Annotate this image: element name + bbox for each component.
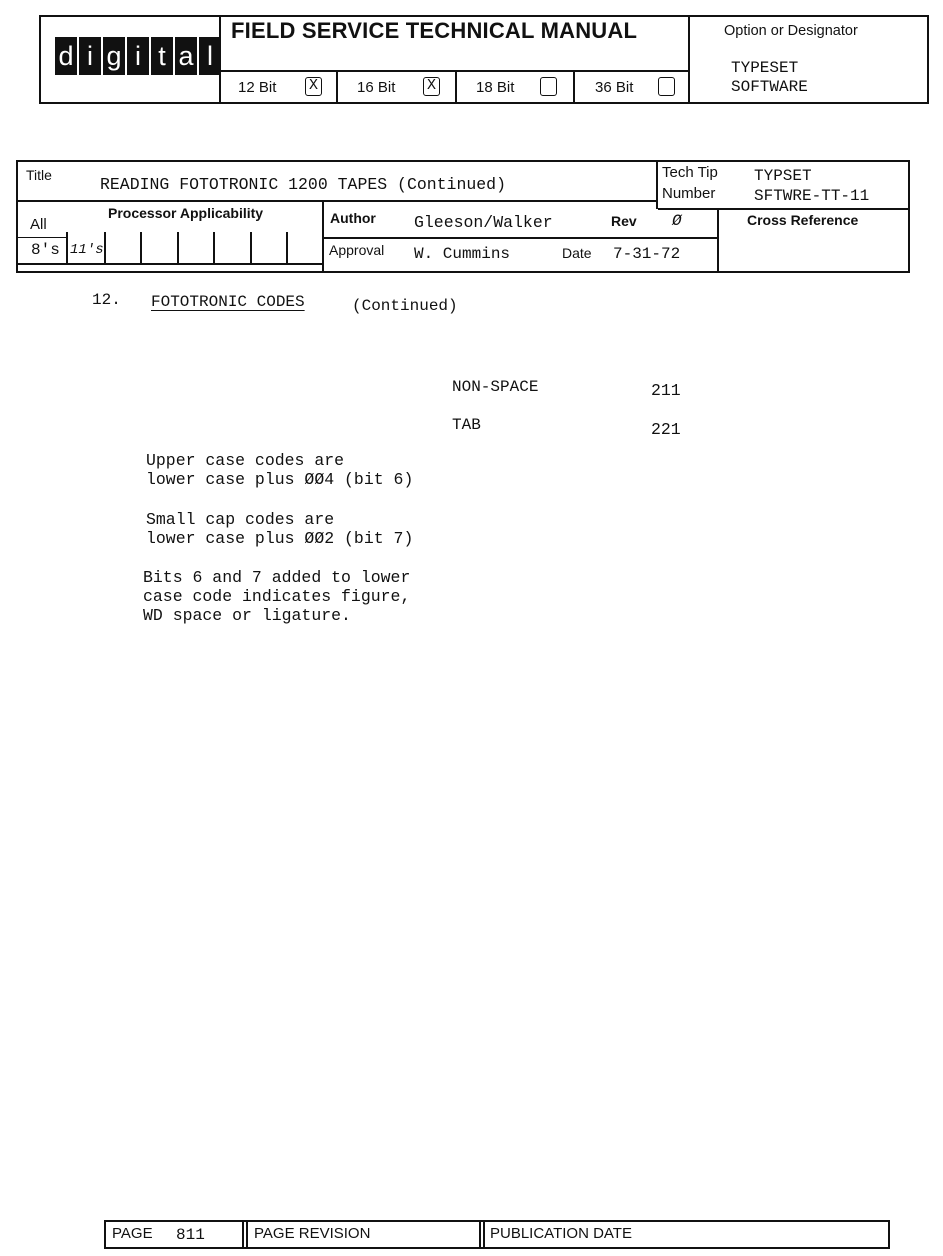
processor-cell-8s: 8's xyxy=(31,241,60,259)
date-label: Date xyxy=(562,245,592,261)
processor-cell-11s: 11's xyxy=(70,242,104,258)
header-divider xyxy=(573,70,575,104)
tech-tip-label-2: Number xyxy=(662,185,716,202)
processor-cell-divider xyxy=(140,232,142,264)
page-revision-label: PAGE REVISION xyxy=(254,1225,371,1242)
processor-cell-divider xyxy=(66,232,68,264)
title-label: Title xyxy=(26,167,52,183)
tech-tip-value-1: TYPSET xyxy=(754,167,812,185)
all-label: All xyxy=(30,216,47,233)
page-number: 811 xyxy=(176,1226,205,1244)
note-bits-6-7: Bits 6 and 7 added to lower case code indicates figure, WD space or ligature. xyxy=(143,568,411,625)
info-divider xyxy=(16,200,658,202)
cross-reference-label: Cross Reference xyxy=(747,212,859,228)
bit-option-16-label: 16 Bit xyxy=(357,79,396,96)
bit-option-12-checkbox[interactable]: X xyxy=(305,77,322,96)
code-name: TAB xyxy=(452,416,481,434)
note-small-cap: Small cap codes are lower case plus ØØ2 (bit 7) xyxy=(146,510,414,548)
logo-letter: a xyxy=(175,37,197,75)
header-divider xyxy=(455,70,457,104)
footer-divider xyxy=(479,1220,481,1249)
bit-option-16-checkbox[interactable]: X xyxy=(423,77,440,96)
author-value: Gleeson/Walker xyxy=(414,213,553,232)
info-divider xyxy=(656,160,658,209)
info-divider xyxy=(658,208,910,210)
logo-letter: g xyxy=(103,37,125,75)
designator-label: Option or Designator xyxy=(724,23,858,39)
tech-tip-value-2: SFTWRE-TT-11 xyxy=(754,187,870,205)
info-divider xyxy=(717,208,719,273)
publication-date-label: PUBLICATION DATE xyxy=(490,1225,632,1242)
footer-divider xyxy=(246,1220,248,1249)
note-upper-case: Upper case codes are lower case plus ØØ4 (bit 6) xyxy=(146,451,414,489)
footer-divider xyxy=(483,1220,485,1249)
author-label: Author xyxy=(330,210,376,226)
footer-divider xyxy=(242,1220,244,1249)
info-divider xyxy=(16,237,66,238)
info-divider xyxy=(322,237,718,239)
title-value: READING FOTOTRONIC 1200 TAPES (Continued) xyxy=(100,175,506,194)
code-value: 211 xyxy=(651,381,681,400)
bit-option-18-checkbox[interactable] xyxy=(540,77,557,96)
processor-cell-divider xyxy=(213,232,215,264)
logo-letter: d xyxy=(55,37,77,75)
header-divider xyxy=(336,70,338,104)
rev-value: Ø xyxy=(672,212,682,230)
page-label: PAGE xyxy=(112,1225,153,1242)
code-value: 221 xyxy=(651,420,681,439)
logo-letter: i xyxy=(127,37,149,75)
processor-cell-divider xyxy=(177,232,179,264)
tech-tip-label-1: Tech Tip xyxy=(662,164,718,181)
processor-cell-divider xyxy=(104,232,106,264)
manual-title: FIELD SERVICE TECHNICAL MANUAL xyxy=(231,18,638,43)
bit-option-36-checkbox[interactable] xyxy=(658,77,675,96)
logo-letter: i xyxy=(79,37,101,75)
bit-option-18-label: 18 Bit xyxy=(476,79,515,96)
bit-option-36-label: 36 Bit xyxy=(595,79,634,96)
info-divider xyxy=(16,263,322,265)
processor-cell-divider xyxy=(286,232,288,264)
code-name: NON-SPACE xyxy=(452,378,539,396)
rev-label: Rev xyxy=(611,213,637,229)
section-suffix: (Continued) xyxy=(352,297,458,315)
header-divider xyxy=(688,15,690,104)
header-divider xyxy=(219,70,689,72)
logo-letter: t xyxy=(151,37,173,75)
section-number: 12. xyxy=(92,291,121,309)
processor-cell-divider xyxy=(250,232,252,264)
designator-line-2: SOFTWARE xyxy=(731,78,808,96)
approval-value: W. Cummins xyxy=(414,245,511,263)
processor-applicability-label: Processor Applicability xyxy=(108,205,264,221)
date-value: 7-31-72 xyxy=(613,245,681,263)
bit-option-12-label: 12 Bit xyxy=(238,79,277,96)
section-title: FOTOTRONIC CODES xyxy=(151,293,305,311)
digital-logo xyxy=(55,37,223,75)
logo-letter: l xyxy=(199,37,221,75)
approval-label: Approval xyxy=(329,242,385,258)
designator-line-1: TYPESET xyxy=(731,59,799,77)
